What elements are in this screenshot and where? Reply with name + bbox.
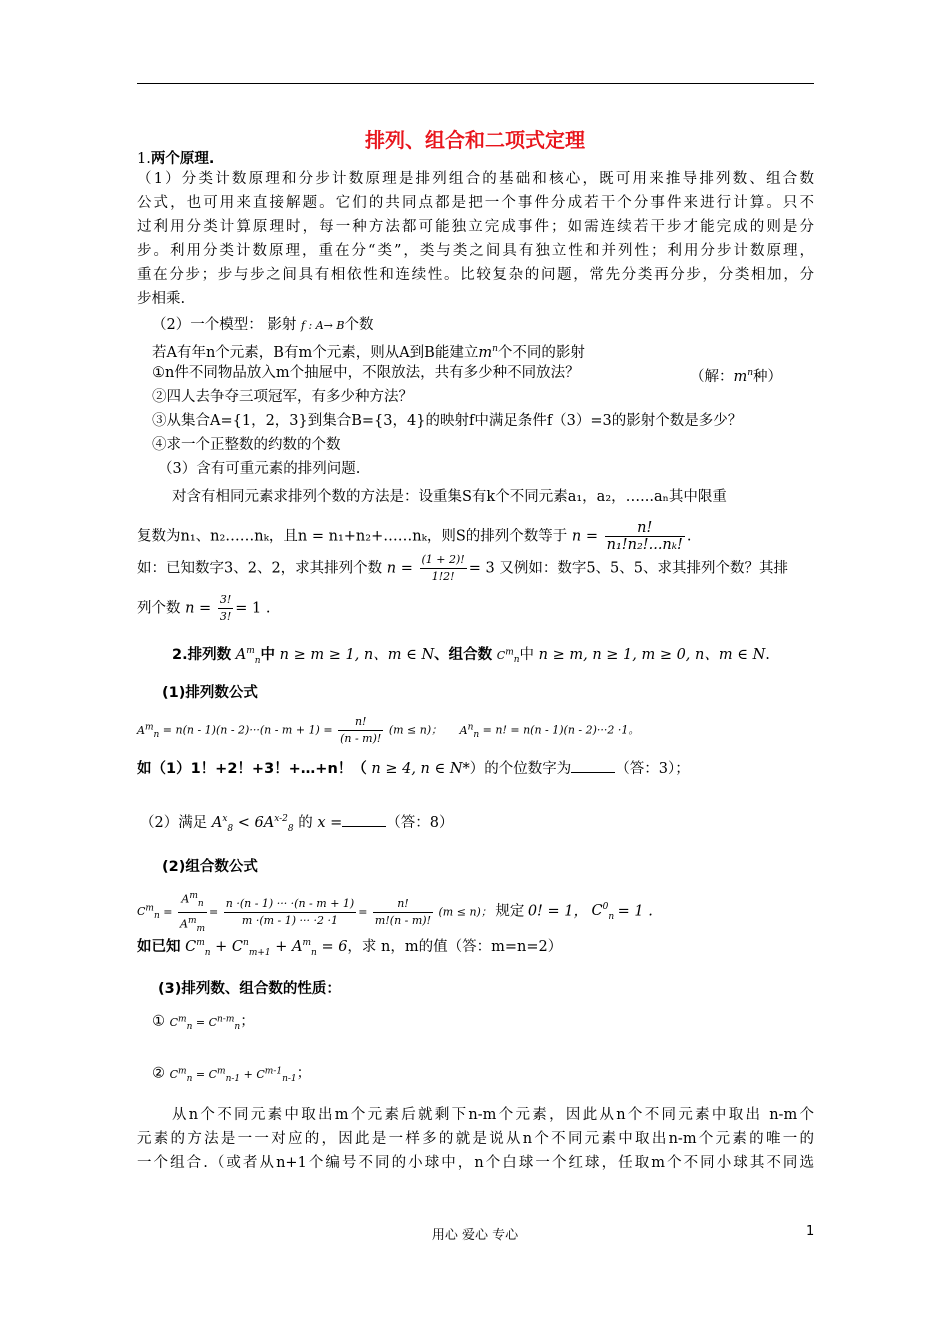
example2-lhs: n =: [185, 600, 212, 617]
perm-example-2-ans: （答：8）: [386, 814, 454, 831]
property-2-formula: $C^m_n = C^m_{n-1} + C^{m-1}_{n-1}$: [169, 1066, 297, 1084]
section2-mid2: 中: [519, 646, 535, 663]
comb-example-eq: = 6: [321, 938, 348, 955]
perm-example-1-cond: n ≥ 4, n ∈ N*: [371, 761, 470, 777]
para1-line-6: 步相乘.: [137, 291, 186, 307]
model-prefix: （2）一个模型： 影射: [152, 317, 297, 333]
example-formula-den: 1!2!: [431, 570, 455, 583]
comb-formula-symbol: $C^m_n$: [137, 903, 160, 922]
example-formula-num: (1 + 2)!: [420, 552, 467, 569]
properties-heading: (3)排列数、组合数的性质：: [158, 981, 341, 997]
page-title: 排列、组合和二项式定理: [365, 128, 585, 152]
para1-line-2: 公式，也可用来直接解题。它们的共同点都是把一个事件分成若干个分事件来进行计算。只不: [137, 195, 814, 211]
repeat-line-2: 复数为n₁、n₂……nₖ，且n = n₁+n₂+……nₖ，则S的排列个数等于 n = $\frac{n!}{\text{n₁!n₂!...nₖ!}}$ .: [137, 520, 692, 553]
repeat-formula: [605, 520, 685, 553]
perm-full-symbol: $A^n_n$: [459, 721, 480, 740]
comb-frac-3-den: m!(n - m)!: [374, 913, 432, 927]
repeat-formula-num: n!: [605, 520, 685, 537]
q1-answer-suffix: 种）: [753, 368, 783, 385]
comb-formula-line: $C^m_n$ = $\frac{A^m_n}{A^m_m}$ = $\frac{n \cdot(n - 1) \cdot\cdot\cdot \cdot(n - m + 1)}{m \cdot(m - 1) \cdot\cdot\cdot \cdot 2 \cdot 1}$ = $\frac{n!}{m!(n - m)!}$ (m ≤ n)； 规定 0! = 1， $C^0_n = 1$ .: [137, 888, 653, 937]
perm-formula-line: [137, 714, 639, 747]
question-1-answer: [690, 364, 782, 386]
para1-line-3: 过利用分类计算原理时，每一种方法都可能独立完成事件；如需连续若干步才能完成的则是分: [137, 219, 814, 235]
perm-example-1-b: ）的个位数字为: [469, 761, 572, 777]
property-2: ② $C^m_n = C^m_{n-1} + C^{m-1}_{n-1}$；: [152, 1065, 312, 1084]
tail-line-1: 从n个不同元素中取出m个元素后就剩下n-m个元素，因此从n个不同元素中取出 n-m个: [172, 1107, 814, 1123]
comb-cond: (m ≤ n)；: [438, 905, 492, 919]
section1-heading: [137, 150, 214, 168]
comb-eq-1: =: [163, 905, 173, 919]
answer-blank-2[interactable]: [342, 814, 386, 827]
perm-num: n!: [338, 714, 383, 731]
perm-condition: n ≥ m ≥ 1, n、m ∈ N: [279, 646, 435, 663]
model-desc-b: 个不同的影射: [497, 344, 585, 361]
model-formula: f : A→ B: [300, 319, 345, 332]
question-1-text: ①n件不同物品放入m个抽屉中，不限放法，共有多少种不同放法？: [152, 365, 580, 381]
example2-num: 3!: [218, 592, 233, 609]
perm-example-1-ans: （答：3）；: [615, 761, 690, 777]
perm-example-2-a: （2）满足: [140, 814, 208, 831]
perm-formula-heading: (1)排列数公式: [162, 685, 258, 701]
comb-formula-heading: (2)组合数公式: [162, 859, 258, 875]
section2-mid: 中: [260, 646, 276, 663]
comb-example-a: 如已知: [137, 938, 181, 955]
comb-rule-symbol: $C^0_n$: [591, 902, 615, 923]
comb-frac-1-den: $A^m_m$: [179, 915, 206, 934]
example2-formula: [218, 592, 233, 625]
comb-rule: 规定: [495, 903, 525, 920]
property-1-marker: ①: [152, 1013, 165, 1030]
repeat-formula-lhs: n =: [571, 528, 599, 545]
question-2: ②四人去争夺三项冠军，有多少种方法？: [152, 389, 413, 405]
subsection-3: （3）含有可重元素的排列问题.: [158, 461, 361, 477]
example-line-2-a: 列个数: [137, 600, 181, 617]
example-line-2: [137, 592, 270, 625]
perm-den: (n - m)!: [340, 732, 382, 745]
comb-frac-1: [178, 888, 207, 937]
para1-line-1: （1）分类计数原理和分步计数原理是排列组合的基础和核心，既可用来推导排列数、组合数: [137, 171, 814, 187]
example-line-1-b: = 3 又例如：数字5、5、5、求其排列个数？其排: [468, 560, 789, 577]
section2-title: 2.排列数: [172, 646, 232, 663]
perm-symbol: $A^m_n$: [235, 646, 261, 666]
repeat-formula-den: n₁!n₂!...nₖ!: [606, 537, 683, 553]
tail-line-3: 一个组合.（或者从n+1个编号不同的小球中，n个白球一个红球，任取m个不同小球其不同选: [137, 1155, 814, 1171]
perm-example-1-a: 如（1）1！+2！+3！+…+n！（: [137, 761, 367, 777]
section1-title: 两个原理.: [150, 151, 215, 167]
model-desc-a: 若A有年n个元素，B有m个元素，则从A到B能建立: [152, 344, 479, 361]
para1-line-4: 步。利用分类计数原理，重在分“类”，类与类之间具有独立性和并列性；利用分步计数原理，: [137, 243, 814, 259]
example-line-2-b: = 1 .: [235, 600, 271, 617]
section2-heading: 2.排列数 $A^m_n$中 n ≥ m ≥ 1, n、m ∈ N、组合数 $C^m_n$中 n ≥ m, n ≥ 1, m ≥ 0, n、m ∈ N.: [172, 646, 770, 666]
comb-example-eq-lhs: $C^m_n + C^n_{m+1} + A^m_n$: [185, 938, 317, 958]
example-formula-lhs: n =: [386, 560, 413, 577]
comb-frac-1-num: $A^m_n$: [178, 888, 207, 913]
q1-answer-prefix: （解：: [690, 368, 734, 385]
comb-example-b: ，求 n，m的值（答：m=n=2）: [347, 938, 563, 955]
section2-comb: 、组合数: [434, 646, 493, 663]
example-formula: [420, 552, 467, 585]
model-suffix: 个数: [344, 317, 374, 333]
para1-line-5: 重在分步；步与步之间具有相依性和连续性。比较复杂的问题，常先分类再分步，分类相加，分: [137, 267, 814, 283]
model-desc: [152, 340, 585, 362]
page-footer: 用心 爱心 专心: [431, 1228, 519, 1243]
comb-frac-2-num: n ·(n - 1) ··· ·(n - m + 1): [224, 896, 356, 913]
perm-example-2-ineq: < 6: [237, 814, 264, 831]
comb-rule-a: 0! = 1，: [527, 903, 588, 920]
model-line: [152, 316, 373, 335]
comb-symbol: $C^m_n$: [496, 647, 520, 666]
comb-rule-b: = 1 .: [617, 903, 653, 920]
tail-line-2: 元素的方法是一一对应的，因此是一样多的就是说从n个不同元素中取出n-m个元素的唯一的: [137, 1131, 814, 1147]
comb-condition: n ≥ m, n ≥ 1, m ≥ 0, n、m ∈ N: [538, 646, 766, 663]
perm-cond: (m ≤ n)；: [388, 723, 443, 737]
repeat-line-1: 对含有相同元素求排列个数的方法是：设重集S有k个不同元素a₁，a₂，…...aₙ其中限重: [172, 489, 727, 505]
repeat-line-2-text: 复数为n₁、n₂……nₖ，且n = n₁+n₂+……nₖ，则S的排列个数等于: [137, 528, 568, 545]
perm-formula-frac: [338, 714, 383, 747]
comb-frac-3-num: n!: [373, 896, 433, 913]
perm-formula-a: = n(n - 1)(n - 2)···(n - m + 1) =: [162, 723, 333, 737]
comb-frac-3: [373, 896, 433, 929]
q1-answer-formula: $m^n$: [733, 368, 754, 385]
answer-blank-1[interactable]: [571, 760, 615, 773]
property-1-formula: $C^m_n = C^{n-m}_n$: [169, 1014, 241, 1032]
comb-frac-2: [224, 896, 356, 929]
comb-frac-2-den: m ·(m - 1) ··· ·2 ·1: [241, 913, 339, 927]
property-2-marker: ②: [152, 1065, 165, 1082]
perm-example-2: [140, 810, 454, 838]
question-4: ④求一个正整数的约数的个数: [152, 437, 341, 453]
page-number: 1: [806, 1224, 815, 1239]
question-3: ③从集合A={1，2，3}到集合B={3，4}的映射f中满足条件f（3）=3的影射个数是多少？: [152, 413, 743, 429]
perm-example-2-var: x =: [317, 814, 343, 831]
example-line-1-a: 如：已知数字3、2、2，求其排列个数: [137, 560, 383, 577]
perm-formula-symbol: $A^m_n$: [137, 721, 160, 740]
perm-formula-b: = n! = n(n - 1)(n - 2)···2 ·1。: [482, 723, 640, 737]
model-desc-formula: m: [478, 344, 493, 361]
comb-example: [137, 934, 562, 962]
perm-example-2-rhs: $A^{x-2}_8$: [263, 814, 294, 834]
model-desc-sup: n: [492, 344, 498, 354]
example-line-1: [137, 552, 788, 585]
header-rule: [137, 83, 814, 84]
perm-example-2-b: 的: [298, 814, 313, 831]
section1-number: 1.: [137, 151, 151, 167]
example2-den: 3!: [219, 610, 232, 623]
perm-example-1: [137, 760, 690, 778]
question-1: [152, 364, 580, 382]
perm-example-2-lhs: $A^x_8$: [211, 814, 234, 834]
property-1: ① $C^m_n = C^{n-m}_n$；: [152, 1013, 255, 1032]
